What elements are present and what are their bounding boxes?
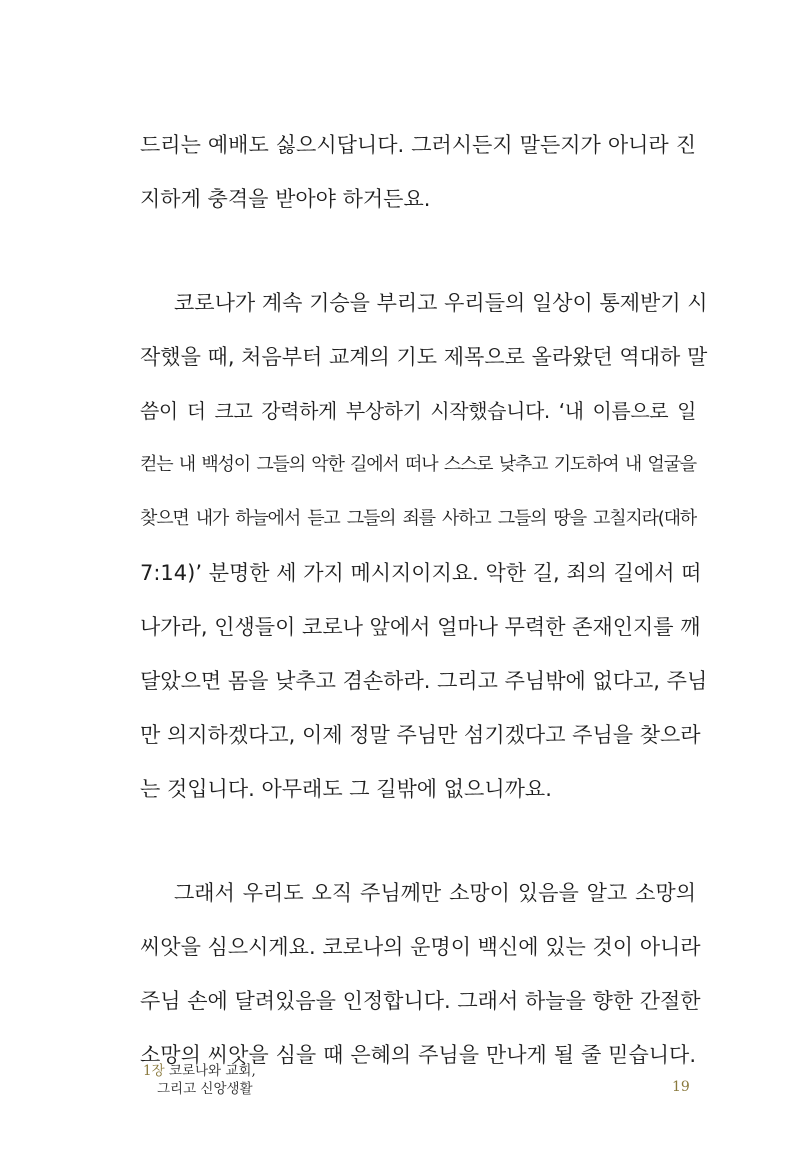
- text-line: 달았으면 몸을 낮추고 겸손하라. 그리고 주님밖에 없다고, 주님: [140, 669, 708, 693]
- paragraph-2: [140, 280, 708, 820]
- text-line: 소망의 씨앗을 심을 때 은혜의 주님을 만나게 될 줄 믿습니다.: [140, 1043, 696, 1067]
- text-line: 그래서 우리도 오직 주님께만 소망이 있음을 알고 소망의: [174, 881, 696, 905]
- page-number: 19: [672, 1079, 690, 1095]
- text-line: 작했을 때, 처음부터 교계의 기도 제목으로 올라왔던 역대하 말: [140, 345, 708, 369]
- text-line: 는 것입니다. 아무래도 그 길밖에 없으니까요.: [140, 777, 552, 801]
- text-line: 드리는 예배도 싫으시답니다. 그러시든지 말든지가 아니라 진: [140, 133, 696, 157]
- text-line: 코로나가 계속 기승을 부리고 우리들의 일상이 통제받기 시: [174, 291, 708, 315]
- text-line: 지하게 충격을 받아야 하거든요.: [140, 187, 431, 211]
- chapter-running-footer: [143, 1062, 256, 1098]
- body-text: [140, 122, 708, 1086]
- text-line: 찾으면 내가 하늘에서 듣고 그들의 죄를 사하고 그들의 땅을 고칠지라(대하: [140, 508, 696, 529]
- paragraph-1: [140, 122, 696, 230]
- chapter-number: 1장: [143, 1063, 165, 1079]
- text-line: 씨앗을 심으시게요. 코로나의 운명이 백신에 있는 것이 아니라: [140, 935, 701, 959]
- text-line: 씀이 더 크고 강력하게 부상하기 시작했습니다. ‘내 이름으로 일: [140, 399, 696, 423]
- chapter-title-line-2: 그리고 신앙생활: [157, 1081, 253, 1097]
- text-line: 만 의지하겠다고, 이제 정말 주님만 섬기겠다고 주님을 찾으라: [140, 723, 701, 747]
- text-line: 주님 손에 달려있음을 인정합니다. 그래서 하늘을 향한 간절한: [140, 989, 701, 1013]
- text-line: 나가라, 인생들이 코로나 앞에서 얼마나 무력한 존재인지를 깨: [140, 615, 701, 639]
- text-line: 컫는 내 백성이 그들의 악한 길에서 떠나 스스로 낮추고 기도하여 내 얼굴을: [140, 454, 696, 475]
- text-line: 7:14)’ 분명한 세 가지 메시지이지요. 악한 길, 죄의 길에서 떠: [140, 561, 702, 585]
- paragraph-3: [140, 870, 701, 1086]
- chapter-title-line-1: 코로나와 교회,: [168, 1063, 256, 1079]
